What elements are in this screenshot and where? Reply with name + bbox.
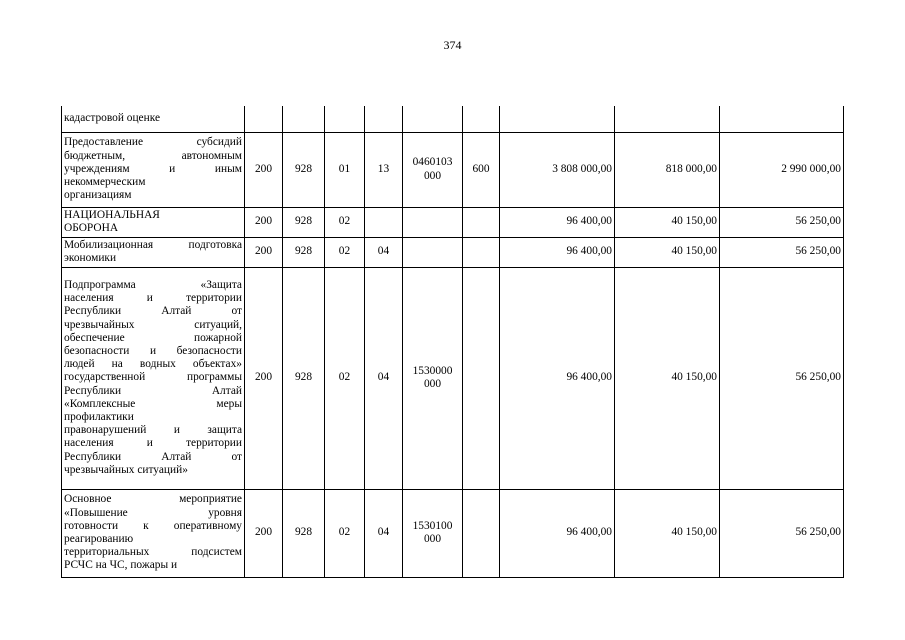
subsection-cell — [365, 106, 403, 132]
table-row — [62, 106, 844, 132]
row-name-line: государственной программы — [64, 371, 242, 384]
table-row — [62, 237, 844, 267]
row-name-line: чрезвычайных ситуаций» — [64, 463, 188, 476]
row-name-line: населения и территории — [64, 292, 242, 305]
section-cell: 02 — [325, 489, 365, 577]
row-name-line: профилактики — [64, 411, 134, 423]
amount-3-cell: 2 990 000,00 — [720, 132, 844, 207]
code-1-cell — [245, 106, 283, 132]
amount-1-cell: 96 400,00 — [500, 237, 615, 267]
row-name-line: территориальных подсистем — [64, 546, 242, 559]
row-name-line: «Комплексные меры — [64, 397, 242, 410]
row-name-line: реагированию — [64, 533, 134, 545]
amount-3-cell: 56 250,00 — [720, 489, 844, 577]
row-name-cell — [62, 132, 245, 207]
row-name-line: кадастровой оценке — [64, 112, 161, 125]
row-name-line: Подпрограмма «Защита — [64, 278, 242, 291]
amount-1-cell: 96 400,00 — [500, 267, 615, 489]
code-1-cell: 200 — [245, 132, 283, 207]
row-name-cell — [62, 106, 245, 132]
row-name-line: людей на водных объектах» — [64, 358, 242, 371]
amount-1-cell — [500, 106, 615, 132]
expense-type-cell — [463, 237, 500, 267]
expense-type-cell: 600 — [463, 132, 500, 207]
amount-3-cell: 56 250,00 — [720, 207, 844, 237]
table-row — [62, 207, 844, 237]
row-name-line: Мобилизационная подготовка — [64, 238, 242, 251]
code-2-cell: 928 — [283, 132, 325, 207]
code-2-cell: 928 — [283, 267, 325, 489]
row-name-line: Основное мероприятие — [64, 493, 242, 506]
row-name-line: РСЧС на ЧС, пожары и — [64, 559, 178, 572]
code-2-cell — [283, 106, 325, 132]
section-cell — [325, 106, 365, 132]
code-1-cell: 200 — [245, 237, 283, 267]
row-name-line: чрезвычайных ситуаций, — [64, 318, 242, 331]
target-article-cell — [403, 106, 463, 132]
row-name-line: НАЦИОНАЛЬНАЯ — [64, 208, 160, 221]
target-article-cell — [403, 237, 463, 267]
row-name-line: Республики Алтай — [64, 384, 242, 397]
amount-2-cell — [615, 106, 720, 132]
expense-type-cell — [463, 267, 500, 489]
row-name-line: экономики — [64, 252, 117, 264]
section-cell: 02 — [325, 237, 365, 267]
table-row — [62, 489, 844, 577]
row-name-line: готовности к оперативному — [64, 519, 242, 532]
row-name-line: Предоставление субсидий — [64, 136, 242, 149]
amount-1-cell: 96 400,00 — [500, 207, 615, 237]
row-name-line: Республики Алтай от — [64, 450, 242, 463]
row-name-line: организациям — [64, 189, 132, 202]
amount-1-cell: 96 400,00 — [500, 489, 615, 577]
subsection-cell: 13 — [365, 132, 403, 207]
row-name-line: правонарушений и защита — [64, 424, 242, 437]
target-article-cell: 1530000 000 — [403, 267, 463, 489]
row-name-line: Республики Алтай от — [64, 305, 242, 318]
table-row — [62, 132, 844, 207]
budget-table — [61, 106, 844, 578]
row-name-cell — [62, 207, 245, 237]
amount-2-cell: 40 150,00 — [615, 267, 720, 489]
code-2-cell: 928 — [283, 207, 325, 237]
amount-2-cell: 40 150,00 — [615, 237, 720, 267]
row-name-line: некоммерческим — [64, 176, 146, 189]
amount-2-cell: 40 150,00 — [615, 489, 720, 577]
table-row — [62, 267, 844, 489]
row-name-line: населения и территории — [64, 437, 242, 450]
row-name-line: бюджетным, автономным — [64, 149, 242, 162]
target-article-cell: 0460103 000 — [403, 132, 463, 207]
expense-type-cell — [463, 489, 500, 577]
target-article-cell — [403, 207, 463, 237]
target-article-cell: 1530100 000 — [403, 489, 463, 577]
subsection-cell — [365, 207, 403, 237]
row-name-line: «Повышение уровня — [64, 506, 242, 519]
row-name-line: безопасности и безопасности — [64, 344, 242, 357]
amount-3-cell: 56 250,00 — [720, 237, 844, 267]
code-2-cell: 928 — [283, 489, 325, 577]
row-name-cell — [62, 267, 245, 489]
section-cell: 02 — [325, 267, 365, 489]
code-1-cell: 200 — [245, 207, 283, 237]
code-2-cell: 928 — [283, 237, 325, 267]
amount-3-cell — [720, 106, 844, 132]
row-name-line: учреждениям и иным — [64, 162, 242, 175]
row-name-cell — [62, 237, 245, 267]
expense-type-cell — [463, 106, 500, 132]
amount-1-cell: 3 808 000,00 — [500, 132, 615, 207]
subsection-cell: 04 — [365, 267, 403, 489]
row-name-line: ОБОРОНА — [64, 222, 119, 234]
code-1-cell: 200 — [245, 489, 283, 577]
section-cell: 02 — [325, 207, 365, 237]
row-name-line: обеспечение пожарной — [64, 331, 242, 344]
subsection-cell: 04 — [365, 237, 403, 267]
amount-2-cell: 40 150,00 — [615, 207, 720, 237]
amount-3-cell: 56 250,00 — [720, 267, 844, 489]
expense-type-cell — [463, 207, 500, 237]
code-1-cell: 200 — [245, 267, 283, 489]
subsection-cell: 04 — [365, 489, 403, 577]
row-name-cell — [62, 489, 245, 577]
page-number: 374 — [443, 38, 462, 52]
section-cell: 01 — [325, 132, 365, 207]
amount-2-cell: 818 000,00 — [615, 132, 720, 207]
